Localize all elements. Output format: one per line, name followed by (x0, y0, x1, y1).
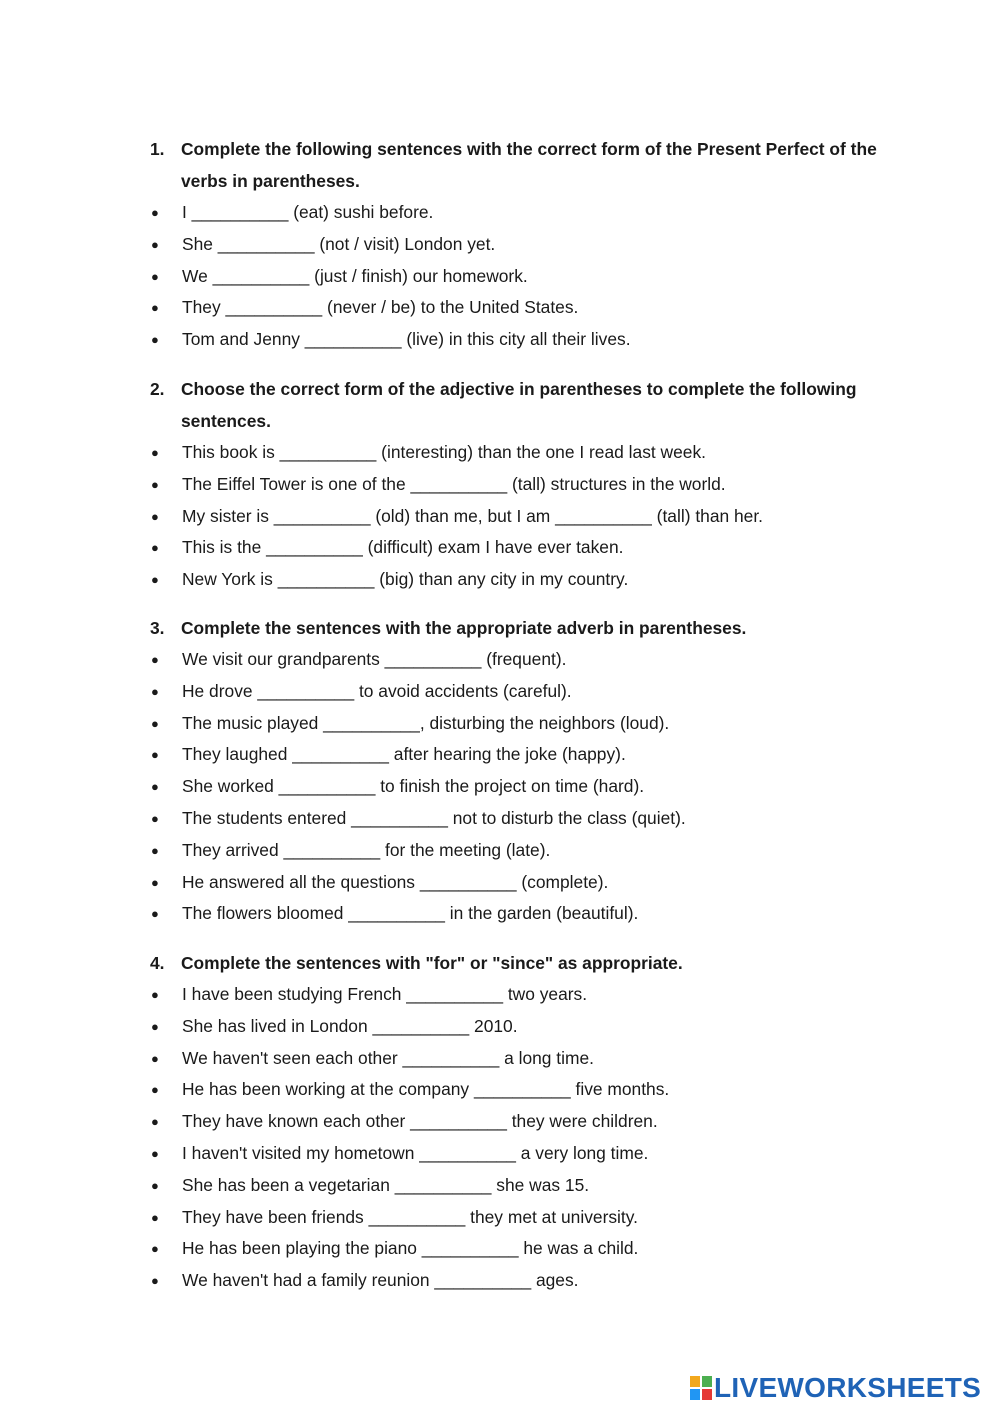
bullet-icon: ● (151, 332, 159, 348)
exercise-item (150, 261, 880, 293)
question-instruction: Complete the sentences with "for" or "since" as appropriate. (181, 953, 683, 973)
exercise-sentence: He has been playing the piano __________ he was a child. (182, 1238, 639, 1259)
exercise-item (150, 979, 880, 1011)
bullet-icon: ● (151, 874, 159, 890)
question-number: 4. (150, 953, 165, 973)
exercise-sentence: This book is __________ (interesting) than the one I read last week. (182, 442, 706, 462)
question-instruction: Complete the sentences with the appropriate adverb in parentheses. (181, 618, 747, 638)
exercise-sentence: We visit our grandparents __________ (frequent). (182, 649, 567, 669)
bullet-icon: ● (151, 1018, 159, 1034)
exercise-item (150, 1138, 880, 1170)
bullet-icon: ● (151, 1050, 159, 1066)
exercise-sentence: My sister is __________ (old) than me, but I am __________ (tall) than her. (182, 505, 763, 526)
exercise-item (150, 564, 880, 596)
bullet-icon: ● (151, 987, 159, 1002)
exercise-sentence: She has been a vegetarian __________ she was 15. (182, 1174, 590, 1195)
exercise-sentence: She __________ (not / visit) London yet. (182, 233, 496, 254)
exercise-sentence: The flowers bloomed __________ in the garden (beautiful). (182, 903, 639, 924)
exercise-sentence: They laughed __________ after hearing the joke (happy). (182, 744, 626, 765)
exercise-sentence: He drove __________ to avoid accidents (careful). (182, 680, 572, 701)
bullet-icon: ● (151, 508, 159, 524)
exercise-sentence: They have known each other __________ they were children. (182, 1111, 658, 1132)
question-heading (150, 947, 880, 979)
exercise-item (150, 469, 880, 501)
exercise-sentence: They have been friends __________ they met at university. (182, 1206, 638, 1227)
exercise-sentence: They arrived __________ for the meeting (late). (182, 839, 551, 860)
question-instruction: Choose the correct form of the adjective in parentheses to complete the following sentences. (181, 379, 857, 431)
bullet-icon: ● (151, 540, 159, 556)
exercise-item (150, 197, 880, 229)
exercise-sentence: We __________ (just / finish) our homework. (182, 265, 528, 286)
liveworksheets-logo[interactable] (690, 1373, 981, 1403)
question-number: 3. (150, 618, 165, 638)
bullet-icon: ● (151, 476, 159, 492)
question-heading (150, 133, 880, 197)
exercise-item (150, 324, 880, 356)
exercise-item (150, 1043, 880, 1075)
exercise-sentence: The students entered __________ not to disturb the class (quiet). (182, 807, 686, 828)
question-heading (150, 612, 880, 644)
exercise-list (150, 979, 880, 1297)
bullet-icon: ● (151, 1114, 159, 1130)
exercise-sentence: She worked __________ to finish the project on time (hard). (182, 776, 645, 797)
exercise-item (150, 1265, 880, 1297)
exercise-sentence: The music played __________, disturbing the neighbors (loud). (182, 712, 670, 733)
exercise-sentence: We haven't seen each other __________ a long time. (182, 1047, 594, 1068)
exercise-item (150, 708, 880, 740)
question-number: 1. (150, 139, 165, 159)
exercise-item (150, 867, 880, 899)
bullet-icon: ● (151, 572, 159, 588)
bullet-icon: ● (151, 747, 159, 763)
exercise-item (150, 803, 880, 835)
exercise-sentence: They __________ (never / be) to the United States. (182, 297, 579, 318)
exercise-list (150, 437, 880, 596)
bullet-icon: ● (151, 1241, 159, 1257)
exercise-item (150, 835, 880, 867)
exercise-item (150, 437, 880, 469)
exercise-sentence: She has lived in London __________ 2010. (182, 1015, 518, 1036)
question-number: 2. (150, 379, 165, 399)
bullet-icon: ● (151, 779, 159, 795)
bullet-icon: ● (151, 683, 159, 699)
question-instruction: Complete the following sentences with the correct form of the Present Perfect of the verbs in parentheses. (181, 139, 877, 191)
exercise-item (150, 1233, 880, 1265)
exercise-item (150, 1170, 880, 1202)
exercise-sentence: He answered all the questions __________ (complete). (182, 871, 609, 892)
bullet-icon: ● (151, 1273, 159, 1289)
exercise-item (150, 771, 880, 803)
bullet-icon: ● (151, 1209, 159, 1225)
exercise-item (150, 292, 880, 324)
bullet-icon: ● (151, 236, 159, 252)
bullet-icon: ● (151, 652, 159, 667)
exercise-item (150, 1106, 880, 1138)
bullet-icon: ● (151, 300, 159, 316)
bullet-icon: ● (151, 268, 159, 284)
exercise-item (150, 676, 880, 708)
liveworksheets-logo-icon (690, 1376, 712, 1400)
exercise-list (150, 197, 880, 356)
exercise-item (150, 898, 880, 930)
exercise-item (150, 229, 880, 261)
exercise-item (150, 1202, 880, 1234)
exercise-list (150, 644, 880, 930)
exercise-sentence: He has been working at the company __________ five months. (182, 1079, 670, 1100)
question-section-2 (150, 373, 880, 596)
exercise-item (150, 739, 880, 771)
exercise-sentence: I haven't visited my hometown __________ a very long time. (182, 1142, 649, 1163)
exercise-sentence: We haven't had a family reunion __________ ages. (182, 1270, 579, 1291)
exercise-sentence: Tom and Jenny __________ (live) in this city all their lives. (182, 329, 631, 350)
exercise-item (150, 1074, 880, 1106)
exercise-sentence: This is the __________ (difficult) exam I have ever taken. (182, 537, 624, 558)
bullet-icon: ● (151, 205, 159, 220)
bullet-icon: ● (151, 842, 159, 858)
exercise-item (150, 532, 880, 564)
question-section-4 (150, 947, 880, 1297)
exercise-item (150, 644, 880, 676)
exercise-sentence: I have been studying French __________ two years. (182, 984, 588, 1004)
bullet-icon: ● (151, 1145, 159, 1161)
bullet-icon: ● (151, 810, 159, 826)
question-section-1 (150, 133, 880, 356)
bullet-icon: ● (151, 445, 159, 460)
question-section-3 (150, 612, 880, 930)
logo-wordmark: LIVEWORKSHEETS (714, 1372, 982, 1403)
bullet-icon: ● (151, 906, 159, 922)
exercise-sentence: New York is __________ (big) than any city in my country. (182, 569, 629, 590)
bullet-icon: ● (151, 1177, 159, 1193)
exercise-sentence: I __________ (eat) sushi before. (182, 202, 434, 222)
exercise-item (150, 1011, 880, 1043)
bullet-icon: ● (151, 1082, 159, 1098)
bullet-icon: ● (151, 715, 159, 731)
exercise-sentence: The Eiffel Tower is one of the __________ (tall) structures in the world. (182, 473, 726, 494)
exercise-item (150, 501, 880, 533)
question-heading (150, 373, 880, 437)
